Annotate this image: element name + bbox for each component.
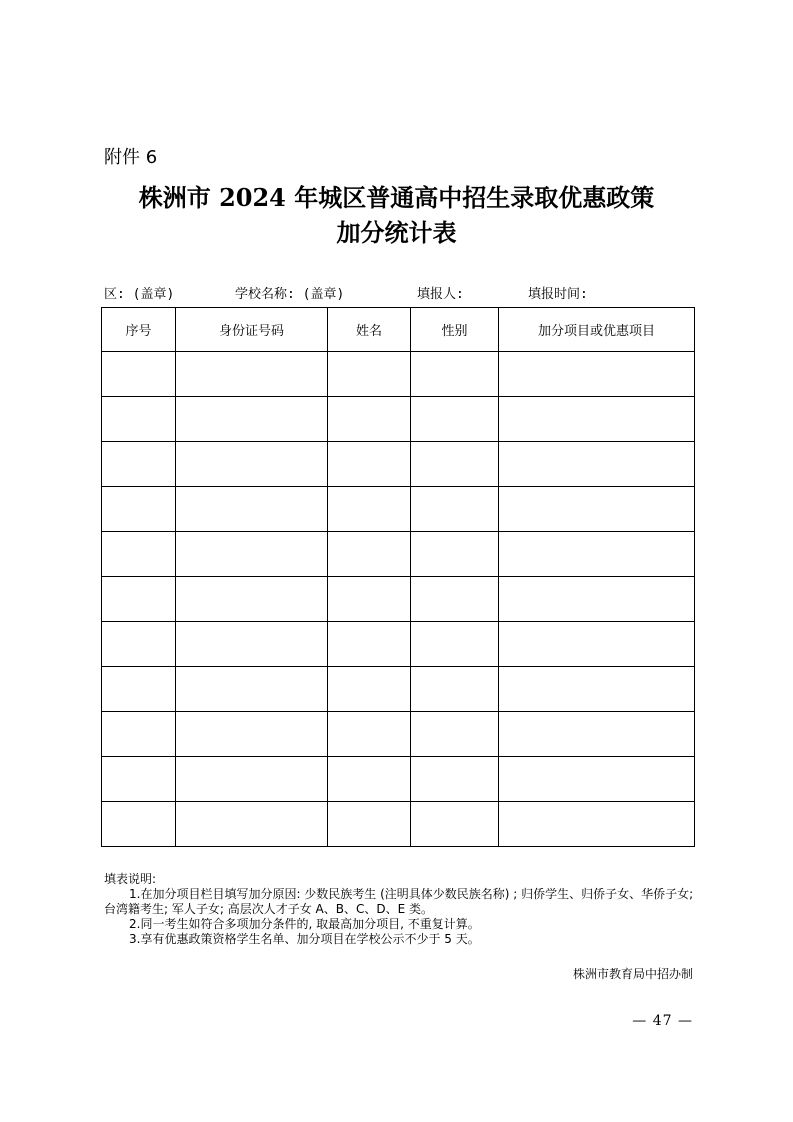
table-cell[interactable]	[411, 352, 499, 397]
table-cell[interactable]	[411, 487, 499, 532]
table-cell[interactable]	[328, 712, 411, 757]
table-cell[interactable]	[102, 397, 176, 442]
issuer-label: 株洲市教育局中招办制	[572, 967, 693, 981]
table-cell[interactable]	[411, 712, 499, 757]
table-cell[interactable]	[176, 757, 328, 802]
col-header-id-number: 身份证号码	[176, 308, 328, 352]
table-cell[interactable]	[176, 577, 328, 622]
table-cell[interactable]	[328, 487, 411, 532]
table-cell[interactable]	[499, 667, 695, 712]
page-subtitle: 加分统计表	[336, 218, 457, 247]
table-cell[interactable]	[499, 757, 695, 802]
table-row	[102, 397, 695, 442]
table-cell[interactable]	[176, 802, 328, 847]
table-row	[102, 757, 695, 802]
table-cell[interactable]	[411, 442, 499, 487]
table-row	[102, 532, 695, 577]
table-cell[interactable]	[411, 532, 499, 577]
table-cell[interactable]	[499, 712, 695, 757]
table-cell[interactable]	[499, 397, 695, 442]
table-cell[interactable]	[328, 442, 411, 487]
table-row	[102, 802, 695, 847]
table-cell[interactable]	[176, 712, 328, 757]
table-row	[102, 442, 695, 487]
table-cell[interactable]	[328, 757, 411, 802]
table-cell[interactable]	[411, 667, 499, 712]
table-cell[interactable]	[499, 802, 695, 847]
table-cell[interactable]	[176, 352, 328, 397]
attachment-label: 附件 6	[104, 147, 158, 168]
instruction-item-2: 2.同一考生如符合多项加分条件的, 取最高加分项目, 不重复计算。	[129, 917, 480, 931]
table-cell[interactable]	[102, 757, 176, 802]
instructions-heading: 填表说明:	[104, 872, 157, 886]
table-cell[interactable]	[411, 757, 499, 802]
table-cell[interactable]	[102, 622, 176, 667]
table-cell[interactable]	[411, 577, 499, 622]
table-cell[interactable]	[499, 442, 695, 487]
table-cell[interactable]	[411, 397, 499, 442]
table-cell[interactable]	[176, 622, 328, 667]
table-cell[interactable]	[328, 802, 411, 847]
table-cell[interactable]	[411, 622, 499, 667]
table-cell[interactable]	[102, 442, 176, 487]
table-cell[interactable]	[328, 532, 411, 577]
table-cell[interactable]	[328, 667, 411, 712]
table-cell[interactable]	[499, 532, 695, 577]
col-header-name: 姓名	[328, 308, 411, 352]
table-cell[interactable]	[499, 487, 695, 532]
table-row	[102, 352, 695, 397]
fill-instructions	[104, 872, 704, 947]
table-cell[interactable]	[328, 577, 411, 622]
table-cell[interactable]	[102, 352, 176, 397]
table-cell[interactable]	[176, 532, 328, 577]
table-cell[interactable]	[176, 487, 328, 532]
table-cell[interactable]	[102, 532, 176, 577]
instruction-item-3: 3.享有优惠政策资格学生名单、加分项目在学校公示不少于 5 天。	[129, 932, 480, 946]
table-cell[interactable]	[328, 622, 411, 667]
col-header-serial: 序号	[102, 308, 176, 352]
col-header-bonus-item: 加分项目或优惠项目	[499, 308, 695, 352]
table-cell[interactable]	[102, 577, 176, 622]
table-cell[interactable]	[176, 667, 328, 712]
table-row	[102, 487, 695, 532]
col-header-gender: 性别	[411, 308, 499, 352]
fill-time-field-label: 填报时间:	[528, 287, 588, 302]
table-cell[interactable]	[499, 577, 695, 622]
district-field-label: 区: (盖章)	[104, 287, 175, 302]
table-row	[102, 577, 695, 622]
table-cell[interactable]	[499, 352, 695, 397]
table-cell[interactable]	[102, 712, 176, 757]
table-row	[102, 667, 695, 712]
table-cell[interactable]	[102, 487, 176, 532]
table-cell[interactable]	[176, 397, 328, 442]
table-cell[interactable]	[328, 397, 411, 442]
table-cell[interactable]	[499, 622, 695, 667]
table-row	[102, 712, 695, 757]
page-number: — 47 —	[632, 1013, 693, 1029]
school-name-field-label: 学校名称: (盖章)	[235, 287, 345, 302]
bonus-points-table	[101, 307, 695, 847]
instruction-item-1: 1.在加分项目栏目填写加分原因: 少数民族考生 (注明具体少数民族名称) ; 归侨学生、归侨子女、华侨子女; 台湾籍考生; 军人子女; 高层次人才子女 A、B、C、D、E 类。	[104, 887, 694, 916]
table-cell[interactable]	[102, 802, 176, 847]
filler-field-label: 填报人:	[417, 287, 464, 302]
table-cell[interactable]	[102, 667, 176, 712]
table-body	[102, 352, 695, 847]
table-cell[interactable]	[328, 352, 411, 397]
table-header-row	[102, 308, 695, 352]
table-cell[interactable]	[411, 802, 499, 847]
page-title: 株洲市 2024 年城区普通高中招生录取优惠政策	[138, 183, 655, 212]
table-cell[interactable]	[176, 442, 328, 487]
table-row	[102, 622, 695, 667]
